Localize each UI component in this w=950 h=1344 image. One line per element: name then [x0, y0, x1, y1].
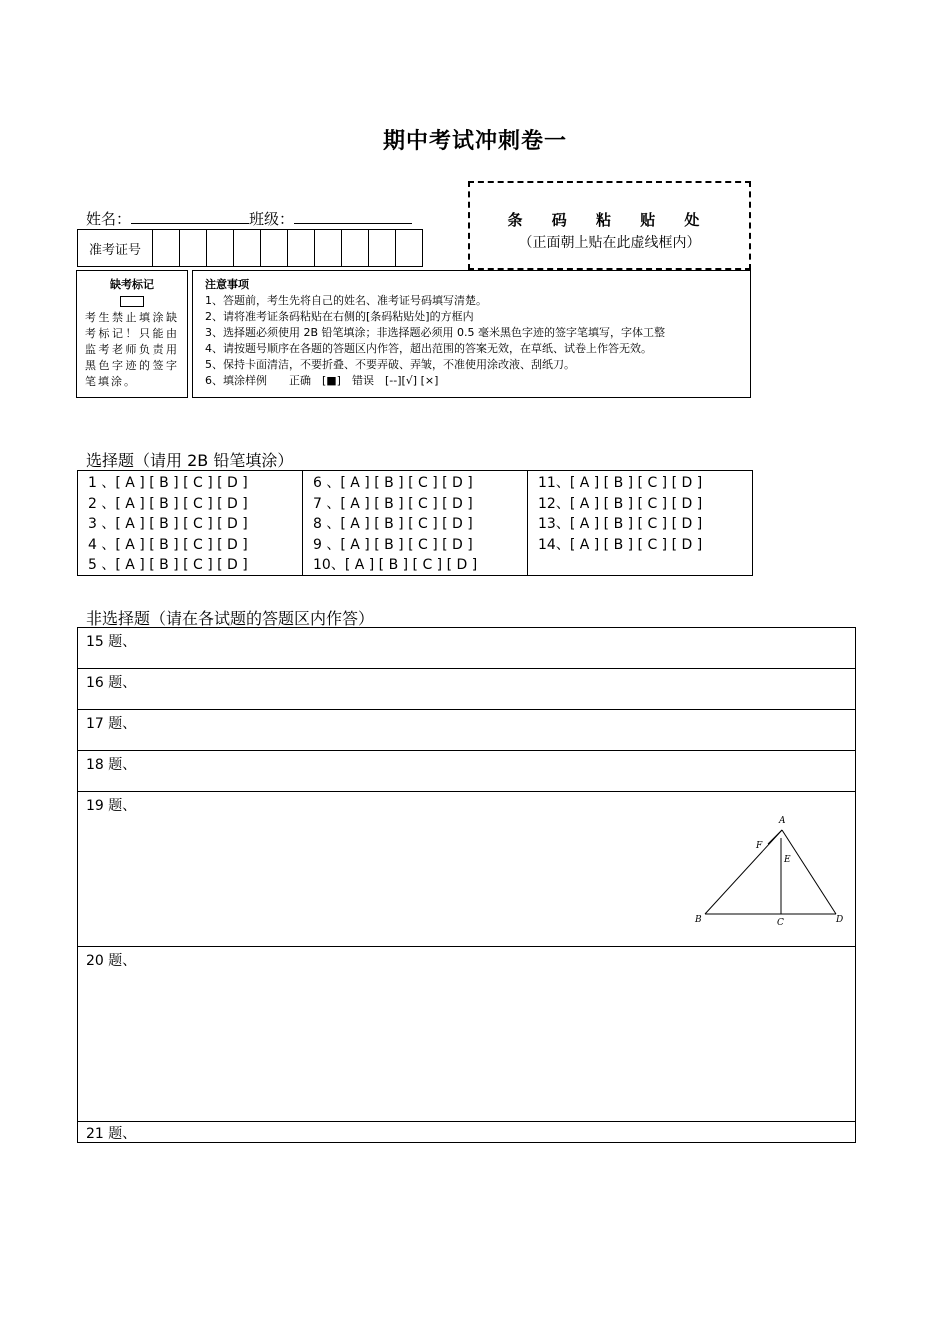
- exam-id-cell[interactable]: [396, 230, 422, 266]
- absent-title: 缺考标记: [110, 278, 154, 291]
- note-item: 6、填涂样例 正确 [■] 错误 [--][√] [×]: [205, 374, 439, 387]
- barcode-subtitle: （正面朝上贴在此虚线框内）: [518, 235, 701, 251]
- question-18-area[interactable]: [77, 750, 856, 792]
- question-16-area[interactable]: [77, 668, 856, 710]
- mc-item[interactable]: 2 、[ A ] [ B ] [ C ] [ D ]: [88, 495, 248, 512]
- class-label: 班级：: [249, 210, 295, 228]
- absent-checkbox[interactable]: [120, 296, 144, 307]
- note-item: 5、保持卡面清洁，不要折叠、不要弄破、弄皱，不准使用涂改液、刮纸刀。: [205, 358, 575, 371]
- notes-box: [192, 270, 751, 398]
- label-a: A: [779, 816, 786, 826]
- question-label: 16 题、: [86, 675, 137, 691]
- mc-item[interactable]: 11、[ A ] [ B ] [ C ] [ D ]: [538, 475, 703, 491]
- exam-id-cell[interactable]: [288, 230, 315, 266]
- note-item: 2、请将准考证条码粘贴在右侧的[条码粘贴处]的方框内: [205, 310, 474, 323]
- question-label: 19 题、: [86, 798, 137, 814]
- mc-item[interactable]: 6 、[ A ] [ B ] [ C ] [ D ]: [313, 475, 473, 491]
- question-label: 17 题、: [86, 716, 137, 732]
- question-20-area[interactable]: [77, 946, 856, 1122]
- mc-item[interactable]: 1 、[ A ] [ B ] [ C ] [ D ]: [88, 475, 248, 491]
- mc-item[interactable]: 10、[ A ] [ B ] [ C ] [ D ]: [313, 557, 478, 573]
- label-d: D: [836, 915, 844, 925]
- barcode-title: 条 码 粘 贴 处: [507, 211, 712, 229]
- mc-item[interactable]: 9 、[ A ] [ B ] [ C ] [ D ]: [313, 536, 473, 553]
- barcode-area: [468, 181, 751, 270]
- exam-id-cell[interactable]: [180, 230, 207, 266]
- exam-id-label: 准考证号: [78, 230, 153, 266]
- note-item: 1、答题前，考生先将自己的姓名、准考证号码填写清楚。: [205, 294, 487, 307]
- segment-ad: [782, 830, 836, 914]
- label-f: F: [756, 841, 763, 851]
- geometry-figure: [690, 810, 850, 930]
- absent-mark-box: [76, 270, 188, 398]
- exam-id-grid: [77, 229, 423, 267]
- note-item: 3、选择题必须使用 2B 铅笔填涂；非选择题必须用 0.5 毫米黑色字迹的签字笔填写，字体工整: [205, 326, 666, 339]
- exam-id-cell[interactable]: [369, 230, 396, 266]
- note-item: 4、请按题号顺序在各题的答题区内作答，超出范围的答案无效，在草纸、试卷上作答无效。: [205, 342, 652, 355]
- question-21-area[interactable]: [77, 1121, 856, 1143]
- mc-item[interactable]: 4 、[ A ] [ B ] [ C ] [ D ]: [88, 536, 248, 553]
- question-label: 15 题、: [86, 634, 137, 650]
- question-label: 21 题、: [86, 1126, 137, 1142]
- mc-item[interactable]: 5 、[ A ] [ B ] [ C ] [ D ]: [88, 557, 248, 573]
- label-e: E: [784, 855, 791, 865]
- page-title: 期中考试冲刺卷一: [382, 129, 567, 154]
- mc-item[interactable]: 13、[ A ] [ B ] [ C ] [ D ]: [538, 516, 703, 532]
- name-field[interactable]: [131, 209, 249, 224]
- exam-id-cell[interactable]: [234, 230, 261, 266]
- notes-title: 注意事项: [205, 278, 249, 291]
- absent-text: 考生禁止填涂缺考标记！只能由监考老师负责用黑色字迹的签字笔填涂。: [85, 311, 179, 388]
- exam-id-cell[interactable]: [207, 230, 234, 266]
- question-label: 20 题、: [86, 953, 137, 969]
- mc-answer-table: [77, 470, 753, 576]
- label-b: B: [695, 915, 702, 925]
- mc-column-1: [78, 471, 303, 575]
- exam-id-cell[interactable]: [315, 230, 342, 266]
- mc-item[interactable]: 8 、[ A ] [ B ] [ C ] [ D ]: [313, 516, 473, 532]
- question-15-area[interactable]: [77, 627, 856, 669]
- mc-item[interactable]: 3 、[ A ] [ B ] [ C ] [ D ]: [88, 516, 248, 532]
- mc-item[interactable]: 7 、[ A ] [ B ] [ C ] [ D ]: [313, 495, 473, 512]
- mc-item[interactable]: 12、[ A ] [ B ] [ C ] [ D ]: [538, 495, 703, 512]
- mc-column-3: [528, 471, 752, 575]
- mc-heading: 选择题（请用 2B 铅笔填涂）: [86, 451, 294, 470]
- question-17-area[interactable]: [77, 709, 856, 751]
- segment-bf: [705, 830, 782, 914]
- exam-id-cell[interactable]: [342, 230, 369, 266]
- class-field[interactable]: [294, 209, 412, 224]
- question-label: 18 题、: [86, 757, 137, 773]
- exam-id-cell[interactable]: [153, 230, 180, 266]
- label-c: C: [777, 918, 784, 928]
- name-label: 姓名：: [86, 210, 132, 228]
- exam-id-cell[interactable]: [261, 230, 288, 266]
- nmc-heading: 非选择题（请在各试题的答题区内作答）: [86, 609, 375, 628]
- student-info-line: [86, 208, 412, 229]
- mc-column-2: [303, 471, 528, 575]
- mc-item[interactable]: 14、[ A ] [ B ] [ C ] [ D ]: [538, 536, 703, 553]
- segment-fa: [768, 830, 782, 844]
